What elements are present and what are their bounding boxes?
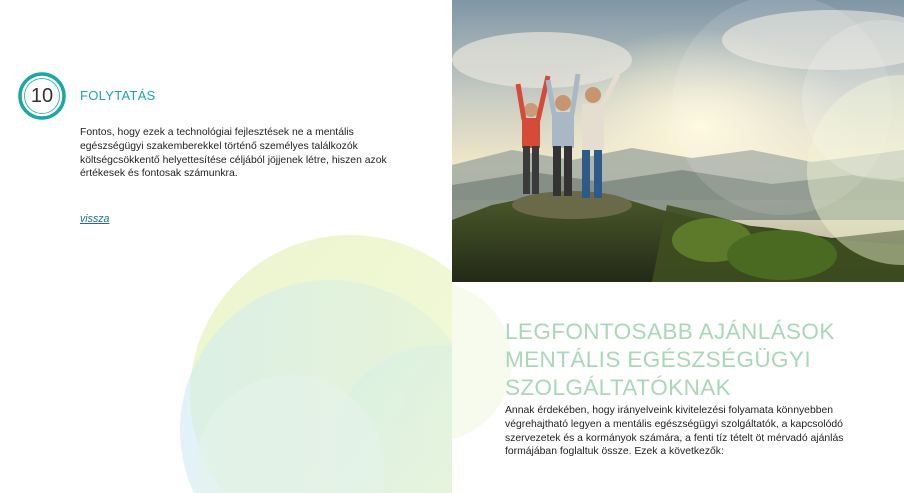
body-paragraph: Annak érdekében, hogy irányelveink kivitelezési folyamata könnyebben végrehajtható legyen a mentális egészségügyi szolgáltatók, a kapcsolódó szervezetek és a kormányok számára, a fenti tíz tételt öt mérvadó ajánlás formájában foglaltuk össze. Ezek a következők: xyxy=(505,405,844,458)
heading-line-3: SZOLGÁLTATÓKNAK xyxy=(505,375,732,400)
page-heading xyxy=(505,318,895,402)
section-number-badge xyxy=(16,70,68,122)
section-label: FOLYTATÁS xyxy=(80,88,156,103)
back-link[interactable]: vissza xyxy=(80,213,110,225)
section-number: 10 xyxy=(30,84,54,107)
hikers-on-mountain-peak-image xyxy=(452,0,904,282)
heading-line-1: LEGFONTOSABB AJÁNLÁSOK xyxy=(505,319,835,344)
intro-paragraph: Fontos, hogy ezek a technológiai fejlesztések ne a mentális egészségügyi szakemberekkel történő személyes találkozók költségcsökkentő helyettesítése céljából jöjjenek létre, hiszen azok értékesek és fontosak számunkra. xyxy=(80,127,387,180)
heading-line-2: MENTÁLIS EGÉSZSÉGÜGYI xyxy=(505,347,811,372)
